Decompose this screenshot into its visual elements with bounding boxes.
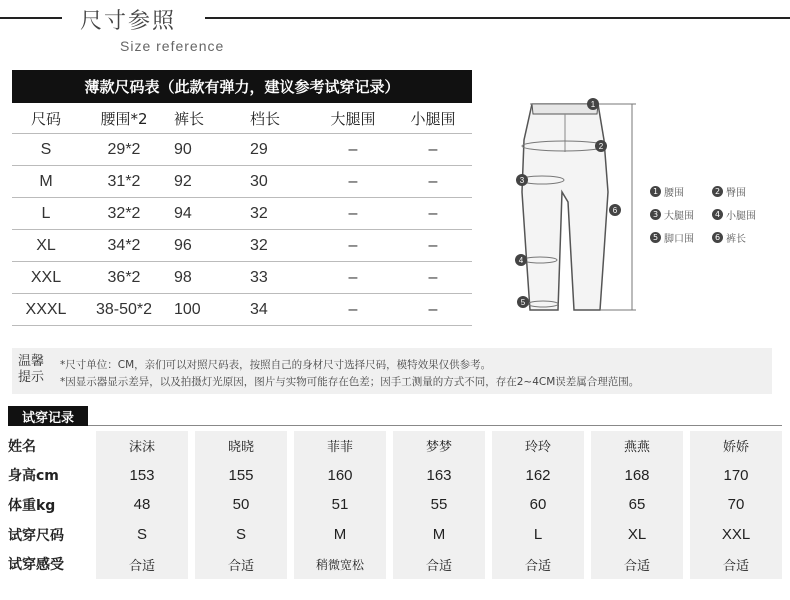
person-size: XL xyxy=(627,526,647,544)
cell-thigh: – xyxy=(348,140,358,158)
cell-thigh: – xyxy=(348,300,358,318)
cell-size: XL xyxy=(36,236,56,254)
person-weight: 65 xyxy=(628,496,646,514)
cell-calf: – xyxy=(428,204,438,222)
person-height: 162 xyxy=(525,466,551,484)
person-size: XXL xyxy=(721,526,751,544)
cell-waist: 38-50*2 xyxy=(95,300,153,318)
size-table-banner: 薄款尺码表（此款有弹力，建议参考试穿记录） xyxy=(12,70,472,103)
person-height: 160 xyxy=(327,466,353,484)
cell-crotch: 33 xyxy=(250,268,268,286)
cell-thigh: – xyxy=(348,172,358,190)
trial-person-2 xyxy=(195,431,287,579)
trial-person-4 xyxy=(393,431,485,579)
person-feel: 合适 xyxy=(128,558,155,574)
trial-row-labels xyxy=(8,431,64,579)
table-row xyxy=(12,262,472,294)
person-feel: 稍微宽松 xyxy=(315,557,364,572)
cell-size: M xyxy=(39,172,53,190)
cell-calf: – xyxy=(428,140,438,158)
person-name: 晓晓 xyxy=(227,440,254,456)
person-weight: 55 xyxy=(430,496,448,514)
legend-item-hip: 2 臀围 xyxy=(712,184,774,199)
cell-length: 92 xyxy=(174,172,192,190)
tips-box xyxy=(12,348,772,394)
person-height: 170 xyxy=(723,466,749,484)
diagram-marker-6 xyxy=(609,204,621,216)
person-size: S xyxy=(235,526,246,544)
cell-waist: 34*2 xyxy=(107,236,141,254)
trial-person-3 xyxy=(294,431,386,579)
trial-rule xyxy=(88,425,782,426)
cell-waist: 29*2 xyxy=(107,140,141,158)
tips-line-2: *因显示器显示差异，以及拍摄灯光原因，图片与实物可能存在色差；因手工测量的方式不同，存在2~4CM误差属合理范围。 xyxy=(60,376,640,388)
svg-text:3: 3 xyxy=(519,176,525,185)
cell-size: XXXL xyxy=(25,300,67,318)
label-name: 姓名 xyxy=(8,438,36,455)
col-header-length: 裤长 xyxy=(174,110,205,128)
label-size: 试穿尺码 xyxy=(8,527,64,544)
cell-waist: 31*2 xyxy=(107,172,141,190)
person-weight: 50 xyxy=(232,496,250,514)
table-row xyxy=(12,198,472,230)
person-height: 168 xyxy=(624,466,650,484)
person-weight: 48 xyxy=(133,496,151,514)
cell-length: 94 xyxy=(174,204,192,222)
cell-waist: 32*2 xyxy=(107,204,141,222)
person-weight: 70 xyxy=(727,496,745,514)
person-height: 163 xyxy=(426,466,452,484)
diagram-marker-1 xyxy=(587,98,599,110)
cell-size: S xyxy=(40,140,52,158)
header-rule-left xyxy=(0,17,62,19)
trial-person-1 xyxy=(96,431,188,579)
person-size: M xyxy=(333,526,347,544)
cell-length: 98 xyxy=(174,268,192,286)
person-feel: 合适 xyxy=(227,558,254,574)
cell-thigh: – xyxy=(348,204,358,222)
svg-text:1: 1 xyxy=(590,100,596,109)
header-rule-right xyxy=(205,17,790,19)
diagram-legend xyxy=(650,180,790,249)
col-header-size: 尺码 xyxy=(30,110,61,128)
cell-size: XXL xyxy=(30,268,62,286)
cell-waist: 36*2 xyxy=(107,268,141,286)
person-feel: 合适 xyxy=(524,558,551,574)
trial-badge: 试穿记录 xyxy=(8,406,88,426)
trial-person-5 xyxy=(492,431,584,579)
cell-crotch: 32 xyxy=(250,236,268,254)
table-row xyxy=(12,294,472,326)
trial-person-7 xyxy=(690,431,782,579)
person-height: 153 xyxy=(129,466,155,484)
cell-calf: – xyxy=(428,172,438,190)
diagram-marker-2 xyxy=(595,140,607,152)
cell-length: 96 xyxy=(174,236,192,254)
person-name: 沫沫 xyxy=(128,440,155,456)
page-title: 尺寸参照 xyxy=(80,9,177,34)
cell-length: 90 xyxy=(174,140,192,158)
person-weight: 60 xyxy=(529,496,547,514)
label-height: 身高cm xyxy=(8,468,59,485)
label-feel: 试穿感受 xyxy=(8,557,64,574)
legend-item-hem: 5 脚口围 xyxy=(650,230,712,245)
diagram-marker-5 xyxy=(517,296,529,308)
table-row xyxy=(12,230,472,262)
person-name: 娇娇 xyxy=(722,440,749,456)
table-row xyxy=(12,134,472,166)
size-table xyxy=(12,104,472,326)
cell-length: 100 xyxy=(174,300,201,318)
person-feel: 合适 xyxy=(722,558,749,574)
svg-text:4: 4 xyxy=(518,256,524,265)
person-size: M xyxy=(432,526,446,544)
table-row xyxy=(12,166,472,198)
page-subtitle: Size reference xyxy=(120,38,225,54)
diagram-marker-3 xyxy=(516,174,528,186)
cell-calf: – xyxy=(428,236,438,254)
diagram-marker-4 xyxy=(515,254,527,266)
person-feel: 合适 xyxy=(425,558,452,574)
person-weight: 51 xyxy=(331,496,349,514)
pants-diagram xyxy=(500,92,650,322)
cell-crotch: 32 xyxy=(250,204,268,222)
col-header-calf: 小腿围 xyxy=(410,110,456,128)
legend-item-calf: 4 小腿围 xyxy=(712,207,774,222)
col-header-crotch: 档长 xyxy=(250,110,281,128)
legend-item-thigh: 3 大腿围 xyxy=(650,207,712,222)
svg-text:5: 5 xyxy=(520,298,526,307)
person-name: 菲菲 xyxy=(326,440,353,456)
cell-size: L xyxy=(41,204,51,222)
cell-crotch: 30 xyxy=(250,172,268,190)
person-size: L xyxy=(533,526,543,544)
cell-thigh: – xyxy=(348,268,358,286)
size-table-header xyxy=(12,104,472,134)
cell-crotch: 29 xyxy=(250,140,268,158)
cell-thigh: – xyxy=(348,236,358,254)
cell-calf: – xyxy=(428,268,438,286)
cell-crotch: 34 xyxy=(250,300,268,318)
svg-text:2: 2 xyxy=(598,142,604,151)
label-weight: 体重kg xyxy=(8,497,56,514)
svg-text:6: 6 xyxy=(612,206,618,215)
trial-person-6 xyxy=(591,431,683,579)
col-header-waist: 腰围*2 xyxy=(100,110,148,128)
tips-label: 温馨 提示 xyxy=(18,354,45,385)
legend-item-length: 6 裤长 xyxy=(712,230,774,245)
person-size: S xyxy=(136,526,147,544)
person-name: 梦梦 xyxy=(425,440,452,456)
cell-calf: – xyxy=(428,300,438,318)
person-name: 燕燕 xyxy=(623,440,650,456)
person-name: 玲玲 xyxy=(524,440,551,456)
person-height: 155 xyxy=(228,466,254,484)
col-header-thigh: 大腿围 xyxy=(330,110,376,128)
tips-line-1: *尺寸单位：CM，亲们可以对照尺码表，按照自己的身材尺寸选择尺码，模特效果仅供参考。 xyxy=(60,359,492,371)
person-feel: 合适 xyxy=(623,558,650,574)
legend-item-waist: 1 腰围 xyxy=(650,184,712,199)
